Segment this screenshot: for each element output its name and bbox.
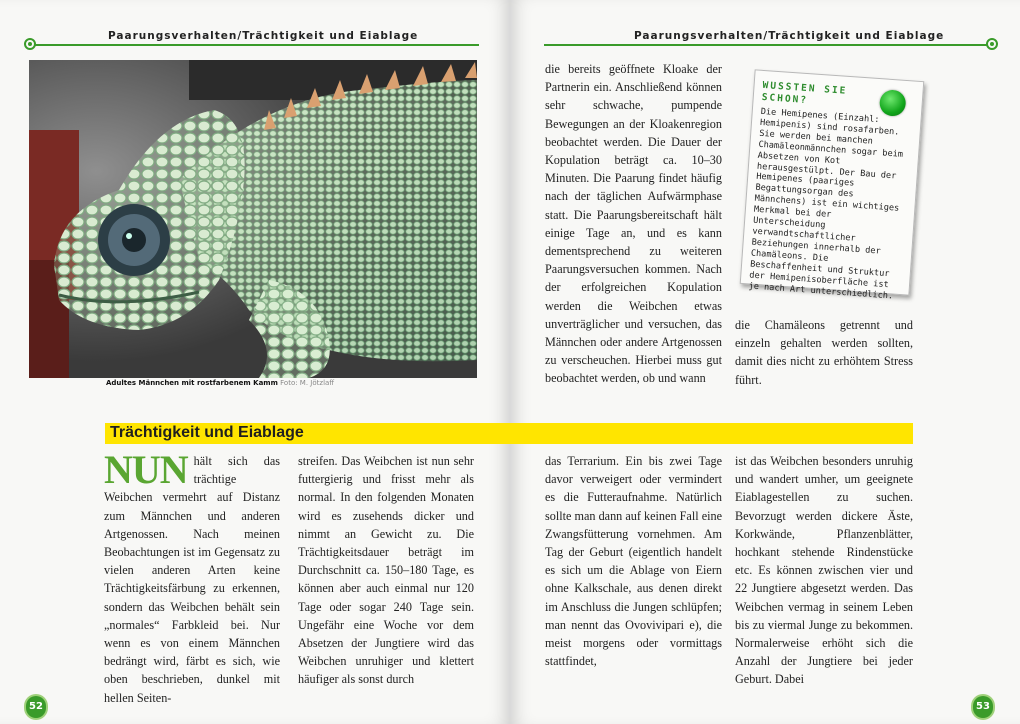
running-head-dot-right bbox=[986, 38, 998, 50]
photo-caption bbox=[106, 379, 334, 387]
photo-caption-text: Adultes Männchen mit rostfarbenem Kamm bbox=[106, 379, 278, 387]
chameleon-photo-illustration bbox=[29, 60, 477, 378]
body-column-3: das Terrarium. Ein bis zwei Tage davor verweigert oder vermindert es die Futteraufnahme. Natürlich sollte man dann auf keinen Fall eine Zwangsfütterung vornehmen. Am Tag der Geburt (eigentlich handelt es sich um die Ablage von Eiern ohne Kalkschale, aus denen direkt im Anschluss die Jungen schlüpfen; man nennt das Ovovivipari e), die meist morgens oder vormittags stattfindet, bbox=[545, 454, 722, 669]
photo-credit: Foto: M. Jötzlaff bbox=[280, 379, 335, 387]
green-light-icon bbox=[879, 89, 907, 117]
body-column-3-top: die bereits geöffnete Kloake der Partnerin ein. Anschließend können sehr schwache, pumpende Bewegungen an der Kloakenregion beobachtet werden. Die Dauer der Kopulation beträgt ca. 10–30 Minuten. Die Paarung findet häufig nach der täglichen Aufwärmphase statt. Die Paarungsbereitschaft hält einige Tage an, und es kann dementsprechend zu weiteren Paarungsversuchen kommen. Nach der erfolgreichen Kopulation werden die Weibchen etwas unverträglicher und versuchen, das Männchen oder andere Artgenossen zu verscheuchen. Hierbei muss gut beobachtet werden, ob und wann bbox=[545, 62, 722, 386]
page-number-right: 53 bbox=[973, 696, 993, 718]
fact-box bbox=[740, 69, 925, 302]
dropcap: NUN bbox=[104, 447, 188, 492]
fact-box-title: WUSSTEN SIE SCHON? bbox=[761, 79, 848, 107]
chameleon-photo bbox=[29, 60, 477, 378]
page-number-left: 52 bbox=[26, 696, 46, 718]
running-head-left: Paarungsverhalten/Trächtigkeit und Eiablage bbox=[108, 30, 419, 42]
fact-box-text: Die Hemipenes (Einzahl: Hemipenis) sind rosafarben. Sie werden bei manchen Chamäleonmännchen sogar beim Absetzen von Kot herausgestülpt. Der Bau der Hemipenes (paariges Begattungsorgan des Männchens) ist ein wichtiges Merkmal bei der Unterscheidung verwandtschaftlicher Beziehungen innerhalb der Chamäleons. Die Beschaffenheit und Struktur der Hemipenisoberfläche ist je nach Art unterschiedlich. bbox=[748, 106, 904, 302]
body-column-1 bbox=[104, 447, 280, 707]
section-title: Trächtigkeit und Eiablage bbox=[110, 424, 304, 441]
running-head-right: Paarungsverhalten/Trächtigkeit und Eiablage bbox=[634, 30, 945, 42]
body-column-2: streifen. Das Weibchen ist nun sehr futtergierig und frisst mehr als normal. In den folgenden Monaten wird es zusehends dicker und nimmt an Gewicht zu. Die Trächtigkeitsdauer beträgt im Durchschnitt ca. 150–180 Tage, es können aber auch einmal nur 120 Tage oder sogar 240 Tage sein. Ungefähr eine Woche vor dem Absetzen der Jungtiere wird das Weibchen unruhiger und klettert häufiger als sonst durch bbox=[298, 454, 474, 687]
running-head-rule-right bbox=[544, 44, 989, 46]
running-head-rule-left bbox=[34, 44, 479, 46]
body-column-4: ist das Weibchen besonders unruhig und wandert umher, um geeignete Eiablagestellen zu suchen. Bevorzugt werden dickere Äste, Korkwände, Pflanzenblätter, hochkant stehende Rindenstücke etc. Es können zwischen vier und 22 Jungtiere abgesetzt werden. Das Weibchen vermag in seinem Leben bis zu viermal Junge zu bekommen. Normalerweise erhöht sich die Anzahl der Jungtiere bei jeder Geburt. Dabei bbox=[735, 454, 913, 687]
section-highlight-bar-right bbox=[510, 423, 913, 444]
body-column-4-top: die Chamäleons getrennt und einzeln gehalten werden sollten, damit dies nicht zu erhöhtem Stress führt. bbox=[735, 318, 913, 387]
body-column-1-text: hält sich das trächtige Weibchen vermehrt auf Distanz zum Männchen und anderen Artgenossen. Nach meinen Beobachtungen ist im Gegensatz zu vielen anderen Arten keine Trächtigkeitsfärbung zu erkennen, sondern das Weibchen behält sein „normales“ Farbkleid bei. Nur wenn es von einem Männchen bedrängt wird, färbt es sich, wie oben beschrieben, dunkel mit hellen Seiten- bbox=[104, 454, 280, 705]
